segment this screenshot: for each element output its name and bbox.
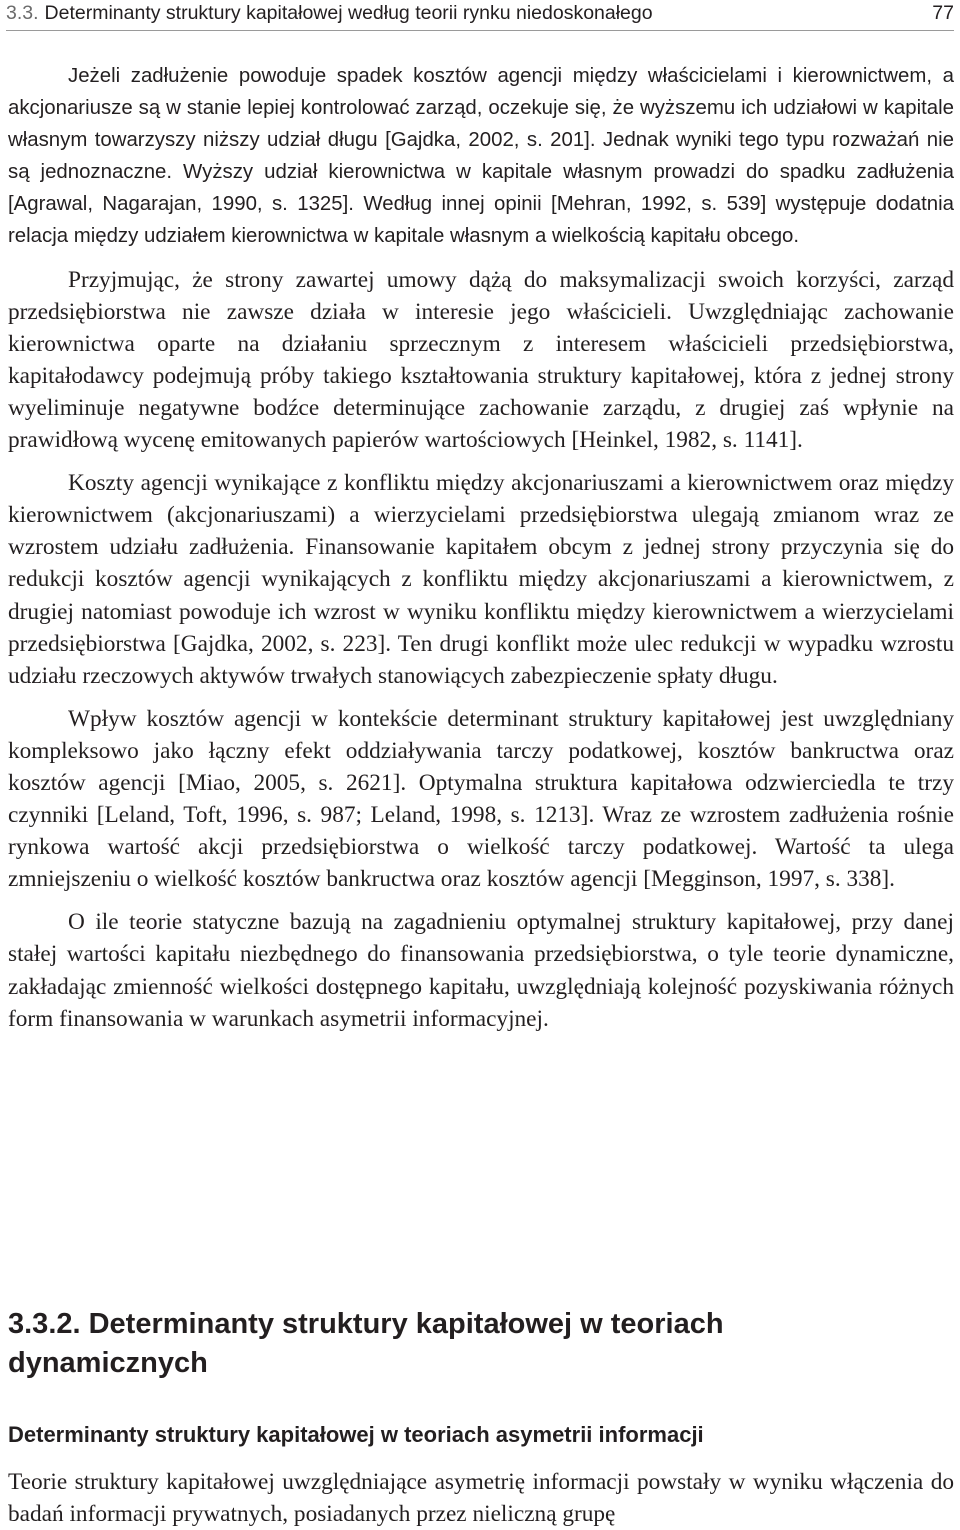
- paragraph-4: Wpływ kosztów agencji w kontekście determinant struktury kapitałowej jest uwzględniany kompleksowo jako łączny efekt oddziaływania tarczy podatkowej, kosztów bankructwa oraz kosztów agencji [Miao, 2005, s. 2621]. Optymalna struktura kapitałowa odzwierciedla te trzy czynniki [Leland, Toft, 1996, s. 987; Leland, 1998, s. 1213]. Wraz ze wzrostem zadłużenia rośnie rynkowa wartość akcji przedsiębiorstwa o wielkość tarczy podatkowej. Wartość ta ulega zmniejszeniu o wielkość kosztów bankructwa oraz kosztów agencji [Megginson, 1997, s. 338].: [8, 705, 954, 893]
- paragraph-6: Teorie struktury kapitałowej uwzględniające asymetrię informacji powstały w wyniku włączenia do badań informacji prywatnych, posiadanych przez nieliczną grupę: [8, 1469, 954, 1528]
- section-title: Determinanty struktury kapitałowej według teorii rynku niedoskonałego: [44, 2, 653, 24]
- running-header-title: [6, 2, 653, 25]
- paragraph-5: O ile teorie statyczne bazują na zagadnieniu optymalnej struktury kapitałowej, przy danej stałej wartości kapitału niezbędnego do finansowania przedsiębiorstwa, o tyle teorie dynamiczne, zakładając zmienność wielkości dostępnego kapitału, uwzględniają kolejność pozyskiwania różnych form finansowania w warunkach asymetrii informacyjnej.: [8, 909, 954, 1032]
- subsection-heading: Determinanty struktury kapitałowej w teoriach asymetrii informacji: [8, 1422, 704, 1447]
- running-header: [6, 0, 954, 31]
- page-number: 77: [932, 2, 954, 24]
- paragraph-2: Przyjmując, że strony zawartej umowy dążą do maksymalizacji swoich korzyści, zarząd przedsiębiorstwa nie zawsze działa w interesie jego właścicieli. Uwzględniając zachowanie kierownictwa oparte na działaniu sprzecznym z interesem właścicieli przedsiębiorstwa, kapitałodawcy podejmują próby takiego kształtowania struktury kapitałowej, która z jednej strony wyeliminuje negatywne bodźce determinujące zachowanie zarządu, z drugiej zaś wpłynie na prawidłową wycenę emitowanych papierów wartościowych [Heinkel, 1982, s. 1141].: [8, 266, 954, 454]
- paragraph-3: Koszty agencji wynikające z konfliktu między akcjonariuszami a kierownictwem oraz między kierownictwem (akcjonariuszami) a wierzycielami przedsiębiorstwa ulegają zmianom wraz ze wzrostem udziału zadłużenia. Finansowanie kapitałem obcym z jednej strony przyczynia się do redukcji kosztów agencji wynikających z konfliktu między akcjonariuszami a kierownictwem, z drugiej natomiast powoduje ich wzrost w wyniku konfliktu między kierownictwem a wierzycielami przedsiębiorstwa [Gajdka, 2002, s. 223]. Ten drugi konflikt może ulec redukcji w wypadku wzrostu udziału rzeczowych aktywów trwałych stanowiących zabezpieczenie spłaty długu.: [8, 470, 954, 689]
- paragraph-1: Jeżeli zadłużenie powoduje spadek kosztów agencji między właścicielami i kierownictwem, a akcjonariusze są w stanie lepiej kontrolować zarząd, oczekuje się, że wyższemu ich udziałowi w kapitale własnym towarzyszy niższy udział długu [Gajdka, 2002, s. 201]. Jednak wyniki tego typu rozważań nie są jednoznaczne. Wyższy udział kierownictwa w kapitale własnym prowadzi do spadku zadłużenia [Agrawal, Nagarajan, 1990, s. 1325]. Według innej opinii [Mehran, 1992, s. 539] występuje dodatnia relacja między udziałem kierownictwa w kapitale własnym a wielkością kapitału obcego.: [8, 65, 954, 248]
- body-text: [8, 60, 954, 1035]
- section-number: 3.3.: [6, 2, 39, 24]
- section-heading: 3.3.2. Determinanty struktury kapitałowej w teoriach dynamicznych: [8, 1308, 724, 1379]
